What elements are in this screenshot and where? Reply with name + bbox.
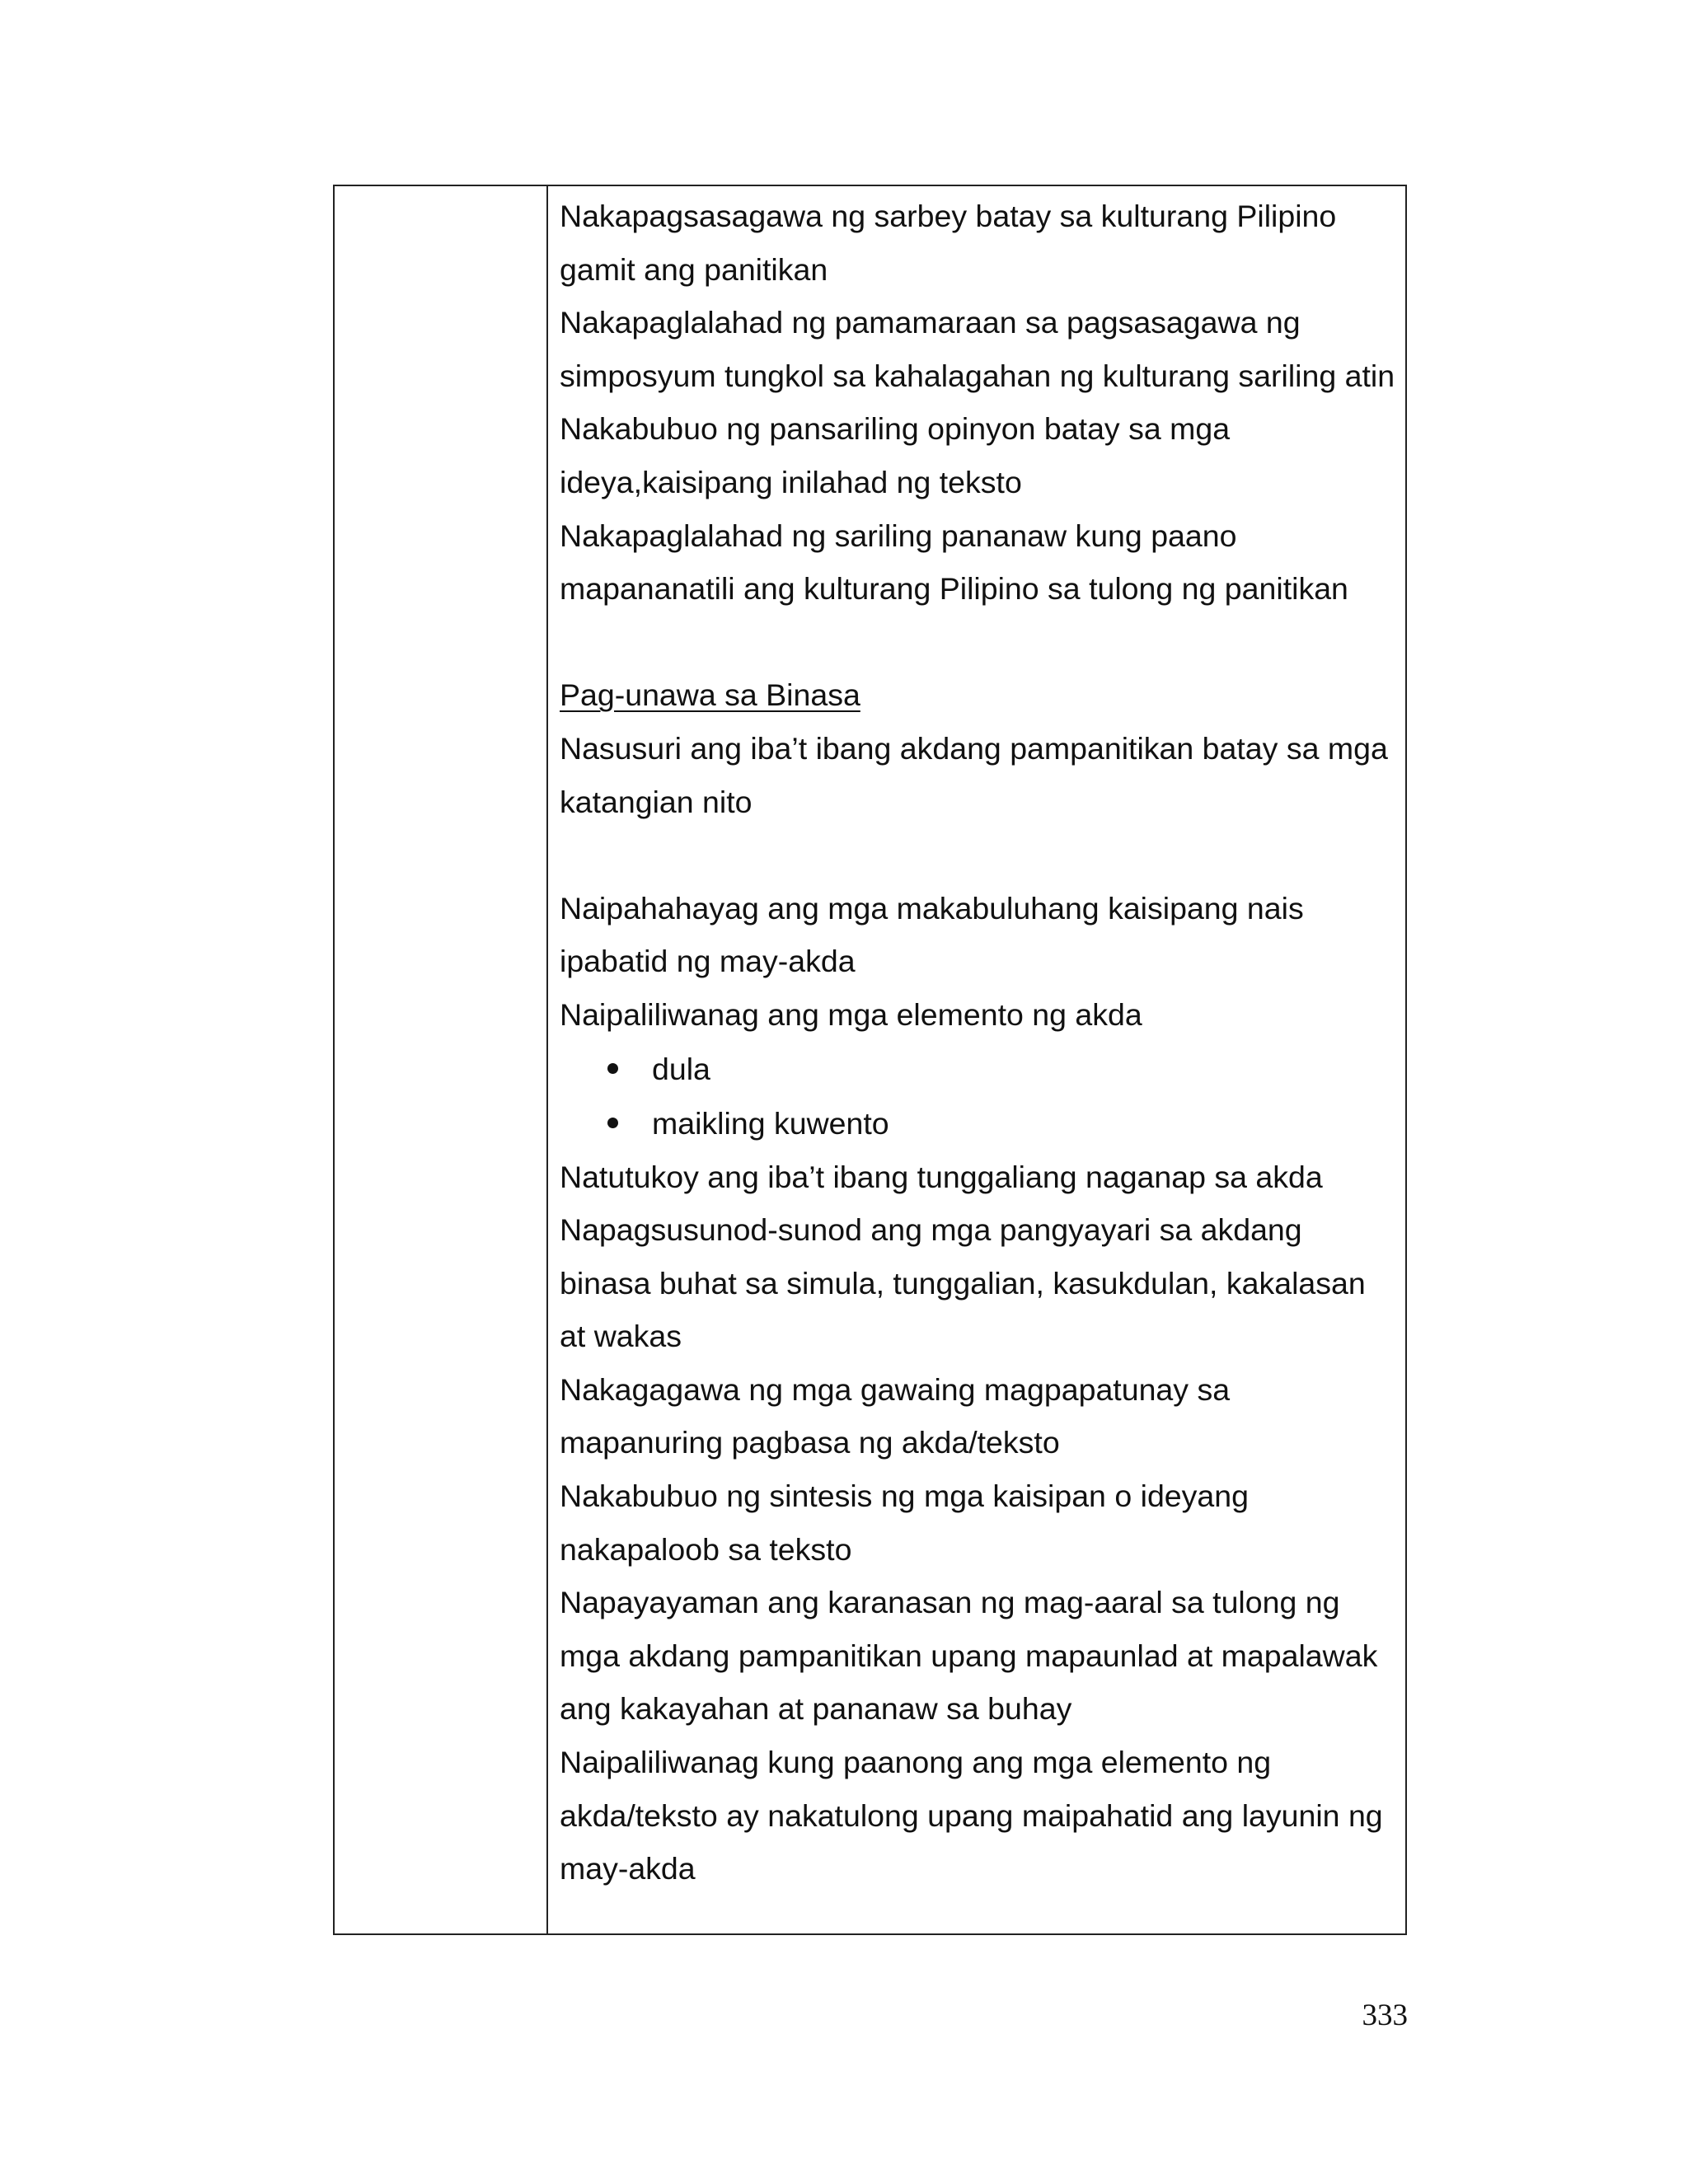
blank-line: [560, 828, 1399, 882]
text-line: ipabatid ng may-akda: [560, 944, 856, 979]
text-line: may-akda: [560, 1851, 696, 1886]
text-line: Naipaliliwanag kung paanong ang mga elemento ng: [560, 1745, 1272, 1780]
text-line: nakapaloob sa teksto: [560, 1531, 852, 1567]
text-line: at wakas: [560, 1319, 682, 1354]
text-line: gamit ang panitikan: [560, 251, 828, 287]
text-line: Naipahahayag ang mga makabuluhang kaisipang nais: [560, 890, 1304, 926]
text-line: mapanuring pagbasa ng akda/teksto: [560, 1425, 1060, 1460]
text-line: Nakabubuo ng pansariling opinyon batay sa mga: [560, 411, 1231, 447]
blank-line: [560, 616, 1399, 669]
section-heading: [560, 668, 1399, 722]
text-line: ang kakayahan at pananaw sa buhay: [560, 1691, 1072, 1727]
text-line: mapananatili ang kulturang Pilipino sa tulong ng panitikan: [560, 571, 1348, 607]
content-table: [333, 185, 1407, 1935]
table-right-column: [560, 190, 1399, 1896]
text-line: Naipaliliwanag ang mga elemento ng akda: [560, 996, 1142, 1032]
bullet-dot-icon: [607, 1118, 618, 1128]
text-line: Nakagagawa ng mga gawaing magpapatunay sa: [560, 1371, 1231, 1407]
text-line: Napagsusunod-sunod ang mga pangyayari sa akdang: [560, 1212, 1302, 1248]
bullet-text: dula: [652, 1051, 710, 1086]
bullet-text: maikling kuwento: [652, 1105, 889, 1141]
text-line: Nakapaglalahad ng sariling pananaw kung paano: [560, 518, 1237, 553]
section-heading-text: Pag-unawa sa Binasa: [560, 677, 860, 713]
text-line: simposyum tungkol sa kahalagahan ng kulturang sariling atin: [560, 358, 1395, 393]
table-left-column: [335, 186, 548, 1933]
bullet-item: [560, 1042, 1399, 1096]
text-line: Nasusuri ang iba’t ibang akdang pampanitikan batay sa mga: [560, 730, 1388, 766]
page-number: 333: [1362, 1999, 1408, 2032]
text-line: Nakapaglalahad ng pamamaraan sa pagsasagawa ng: [560, 305, 1301, 340]
text-line: Natutukoy ang iba’t ibang tunggaliang naganap sa akda: [560, 1159, 1323, 1194]
bullet-item: [560, 1096, 1399, 1151]
text-line: Nakapagsasagawa ng sarbey batay sa kulturang Pilipino: [560, 199, 1337, 233]
text-line: katangian nito: [560, 784, 753, 819]
text-line: mga akdang pampanitikan upang mapaunlad at mapalawak: [560, 1638, 1378, 1673]
bullet-dot-icon: [607, 1063, 618, 1074]
text-line: akda/teksto ay nakatulong upang maipahatid ang layunin ng: [560, 1797, 1383, 1833]
text-line: Napayayaman ang karanasan ng mag-aaral sa tulong ng: [560, 1585, 1340, 1620]
text-line: binasa buhat sa simula, tunggalian, kasukdulan, kakalasan: [560, 1265, 1366, 1301]
text-line: ideya,kaisipang inilahad ng teksto: [560, 464, 1022, 499]
text-line: Nakabubuo ng sintesis ng mga kaisipan o ideyang: [560, 1479, 1249, 1514]
